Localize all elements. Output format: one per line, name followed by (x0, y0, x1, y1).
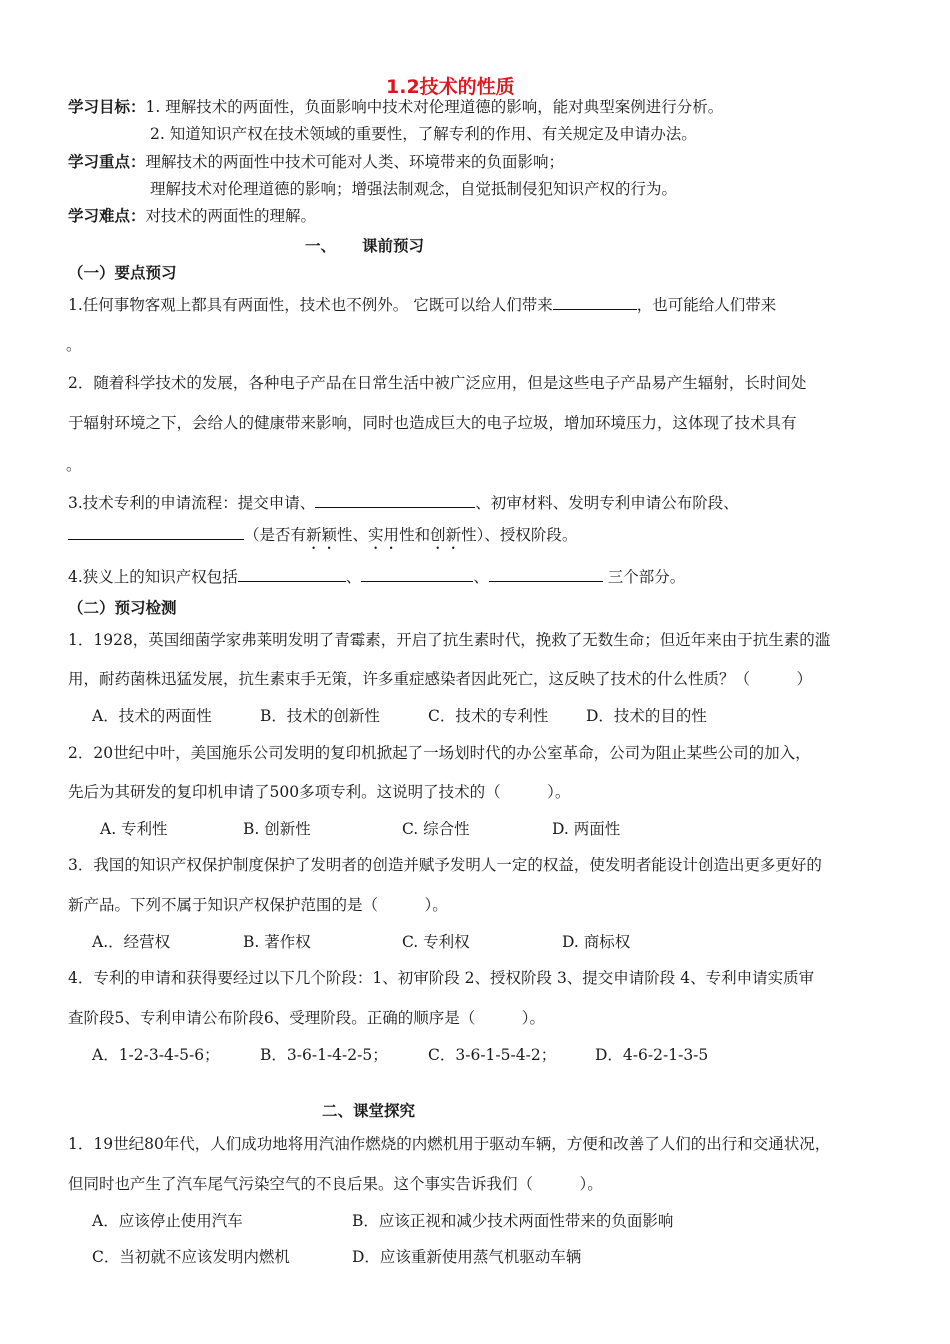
answer-blank[interactable] (489, 566, 603, 582)
check-q4-option-c[interactable]: C．3-6-1-5-4-2； (428, 1046, 557, 1064)
separator: 、 (345, 568, 362, 586)
check-q1-line-1: 1．1928，英国细菌学家弗莱明发明了青霉素，开启了抗生素时代，挽救了无数生命；但近年来由于抗生素的滥 (68, 631, 831, 649)
section-2-heading: 二、课堂探究 (322, 1101, 416, 1120)
difficulty-text: 对技术的两面性的理解。 (145, 207, 317, 225)
preview-q4-line (68, 566, 685, 587)
check-q4-line-1: 4．专利的申请和获得要经过以下几个阶段：1、初审阶段 2、授权阶段 3、提交申请阶段 4、专利申请实质审 (68, 969, 815, 987)
preview-q2-line-3: 。 (66, 456, 82, 474)
part-1-heading: （一）要点预习 (68, 263, 177, 282)
preview-q3-text-d: 性、 (337, 526, 369, 544)
objectives-label: 学习目标： (68, 97, 146, 116)
section-1-number: 一、 (305, 236, 337, 255)
preview-q3-text-f: 性）、授权阶段。 (461, 526, 578, 544)
key-points-line-1 (68, 152, 564, 172)
answer-blank[interactable] (315, 492, 475, 508)
check-q1-option-d[interactable]: D．技术的目的性 (586, 707, 707, 725)
check-q1-option-a[interactable]: A．技术的两面性 (92, 707, 212, 725)
check-q4-option-a[interactable]: A．1-2-3-4-5-6； (92, 1046, 220, 1064)
preview-q1-line-2: 。 (66, 336, 82, 354)
check-q3-option-b[interactable]: B. 著作权 (243, 933, 311, 951)
answer-blank[interactable] (361, 566, 473, 582)
answer-blank[interactable] (68, 524, 244, 540)
check-q3-option-c[interactable]: C. 专利权 (402, 933, 470, 951)
emphasis-text: 创新 (430, 526, 462, 544)
check-q2-line-2: 先后为其研发的复印机申请了500多项专利。这说明了技术的（ ）。 (68, 783, 571, 801)
preview-q2-line-1: 2．随着科学技术的发展，各种电子产品在日常生活中被广泛应用，但是这些电子产品易产生辐射，长时间处 (68, 374, 807, 392)
check-q1-option-b[interactable]: B．技术的创新性 (260, 707, 380, 725)
emphasis-text: 新颖 (306, 526, 338, 544)
explore-q1-option-c[interactable]: C．当初就不应该发明内燃机 (92, 1248, 290, 1266)
section-1-title: 课前预习 (362, 236, 425, 255)
key-point-1: 理解技术的两面性中技术可能对人类、环境带来的负面影响； (145, 153, 565, 171)
objectives-line-1 (68, 97, 723, 117)
check-q4-line-2: 查阶段5、专利申请公布阶段6、受理阶段。正确的顺序是（ ）。 (68, 1009, 545, 1027)
explore-q1-line-2: 但同时也产生了汽车尾气污染空气的不良后果。这个事实告诉我们（ ）。 (68, 1175, 603, 1193)
explore-q1-option-a[interactable]: A．应该停止使用汽车 (92, 1212, 243, 1230)
key-point-2: 理解技术对伦理道德的影响；增强法制观念，自觉抵制侵犯知识产权的行为。 (150, 180, 678, 198)
emphasis-text: 实用 (368, 526, 400, 544)
preview-q4-text-b: 三个部分。 (602, 568, 686, 586)
explore-q1-option-d[interactable]: D．应该重新使用蒸气机驱动车辆 (352, 1248, 582, 1266)
preview-q4-text-a: 4.狭义上的知识产权包括 (68, 568, 238, 586)
answer-blank[interactable] (553, 294, 637, 310)
check-q2-option-c[interactable]: C. 综合性 (402, 820, 470, 838)
difficulty-label: 学习难点： (68, 206, 146, 225)
preview-q3-line-1 (68, 492, 739, 513)
check-q1-line-2: 用，耐药菌株迅猛发展，抗生素束手无策，许多重症感染者因此死亡，这反映了技术的什么性质？（ ） (68, 670, 813, 688)
check-q3-line-2: 新产品。下列不属于知识产权保护范围的是（ ）。 (68, 896, 448, 914)
preview-q3-line-2 (68, 524, 577, 553)
preview-q3-text-b: 、初审材料、发明专利申请公布阶段、 (475, 494, 739, 512)
preview-q3-text-c: （是否有 (244, 526, 307, 544)
answer-blank[interactable] (238, 566, 346, 582)
check-q4-option-b[interactable]: B．3-6-1-4-2-5； (260, 1046, 388, 1064)
check-q2-option-b[interactable]: B. 创新性 (243, 820, 311, 838)
check-q2-option-d[interactable]: D. 两面性 (552, 820, 621, 838)
preview-q1-line-1 (68, 294, 776, 315)
page-title: 1.2技术的性质 (386, 76, 515, 98)
explore-q1-option-b[interactable]: B．应该正视和减少技术两面性带来的负面影响 (352, 1212, 674, 1230)
check-q4-option-d[interactable]: D．4-6-2-1-3-5 (595, 1046, 709, 1064)
explore-q1-line-1: 1．19世纪80年代，人们成功地将用汽油作燃烧的内燃机用于驱动车辆，方便和改善了人们的出行和交通状况， (68, 1135, 831, 1153)
check-q2-option-a[interactable]: A. 专利性 (100, 820, 168, 838)
preview-q3-text-e: 性和 (399, 526, 431, 544)
objective-1: 1. 理解技术的两面性，负面影响中技术对伦理道德的影响，能对典型案例进行分析。 (145, 98, 724, 116)
check-q1-option-c[interactable]: C．技术的专利性 (428, 707, 549, 725)
preview-q3-text-a: 3.技术专利的申请流程：提交申请、 (68, 494, 316, 512)
check-q3-option-a[interactable]: A.．经营权 (92, 933, 171, 951)
check-q2-line-1: 2．20世纪中叶，美国施乐公司发明的复印机掀起了一场划时代的办公室革命，公司为阻止某些公司的加入， (68, 744, 811, 762)
key-points-label: 学习重点： (68, 152, 146, 171)
difficulty-line (68, 206, 316, 226)
preview-q1-text-a: 1.任何事物客观上都具有两面性，技术也不例外。 它既可以给人们带来 (68, 296, 553, 314)
check-q3-option-d[interactable]: D. 商标权 (562, 933, 631, 951)
separator: 、 (473, 568, 489, 586)
preview-q1-text-b: ，也可能给人们带来 (636, 296, 777, 314)
section-1-heading (305, 236, 424, 256)
part-2-heading: （二）预习检测 (68, 598, 177, 617)
preview-q2-line-2: 于辐射环境之下，会给人的健康带来影响，同时也造成巨大的电子垃圾，增加环境压力，这体现了技术具有 (68, 414, 797, 432)
objective-2: 2. 知道知识产权在技术领域的重要性，了解专利的作用、有关规定及申请办法。 (150, 125, 697, 143)
check-q3-line-1: 3．我国的知识产权保护制度保护了发明者的创造并赋予发明人一定的权益，使发明者能设计创造出更多更好的 (68, 856, 822, 874)
